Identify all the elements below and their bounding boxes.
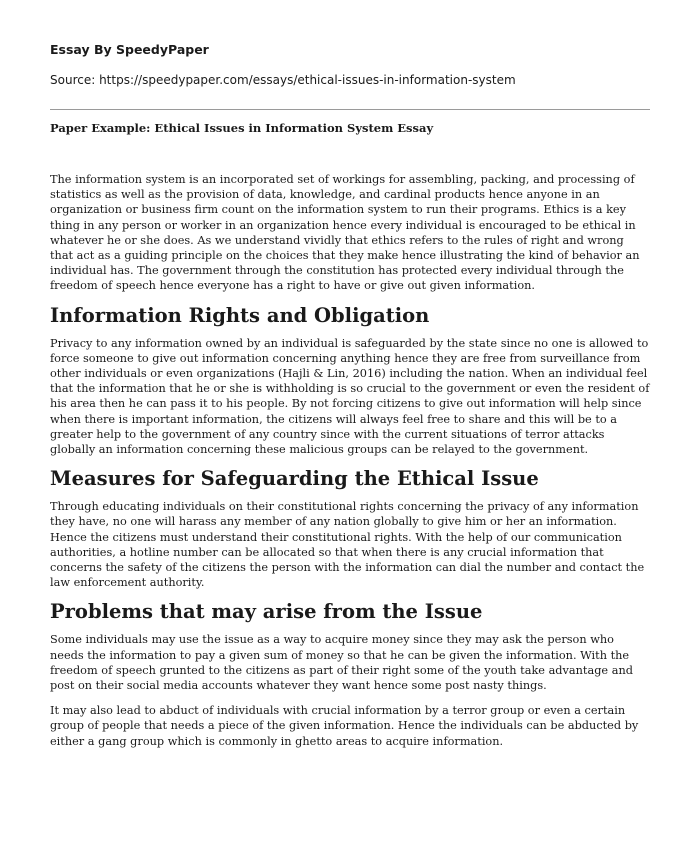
paragraph-problems-1: Some individuals may use the issue as a way to acquire money since they may ask the person who needs the information to pay a given sum of money so that he can be given the information. With the freedom of speech grunted to the citizens as part of their right some of the youth take advantage and post on their social media accounts whatever they want hence some post nasty things. [50,633,633,693]
brand-line: Essay By SpeedyPaper [50,42,209,57]
section-heading-measures: Measures for Safeguarding the Ethical Issue [50,467,539,491]
paragraph-rights: Privacy to any information owned by an individual is safeguarded by the state since no one is allowed to force someone to give out information concerning anything hence they are free from surveillance from other individuals or even organizations (Hajli & Lin, 2016) including the nation. When an individual feel that the information that he or she is withholding is so crucial to the government or even the resident of his area then he can pass it to his people. By not forcing citizens to give out information will help since when there is important information, the citizens will always feel free to share and this will be to a greater help to the government of any country since with the current situations of terror attacks globally an information concerning these malicious groups can be relayed to the government. [50,336,650,457]
intro-paragraph: The information system is an incorporated set of workings for assembling, packing, and processing of statistics as well as the provision of data, knowledge, and cardinal products hence anyone in an organization or business firm count on the information system to run their programs. Ethics is a key thing in any person or worker in an organization hence every individual is encouraged to be ethical in whatever he or she does. As we understand vividly that ethics refers to the rules of right and wrong that act as a guiding principle on the choices that they make hence illustrating the kind of behavior an individual has. The government through the constitution has protected every individual through the freedom of speech hence everyone has a right to have or give out given information. [50,173,640,293]
section-heading-rights: Information Rights and Obligation [50,303,430,327]
paragraph-problems-2: It may also lead to abduct of individuals with crucial information by a terror group or even a certain group of people that needs a piece of the given information. Hence the individuals can be abducted by either a gang group which is commonly in ghetto areas to acquire information. [50,704,639,748]
section-heading-problems: Problems that may arise from the Issue [50,600,483,624]
header-divider [50,109,650,110]
essay-body [50,172,650,759]
source-url: Source: https://speedypaper.com/essays/ethical-issues-in-information-system [50,73,516,87]
paragraph-measures: Through educating individuals on their constitutional rights concerning the privacy of any information they have, no one will harass any member of any nation globally to give him or her an information. Hence the citizens must understand their constitutional rights. With the help of our communication authorities, a hotline number can be allocated so that when there is any crucial information that concerns the safety of the citizens the person with the information can dial the number and contact the law enforcement authority. [50,500,645,590]
paper-title: Paper Example: Ethical Issues in Information System Essay [50,121,434,135]
